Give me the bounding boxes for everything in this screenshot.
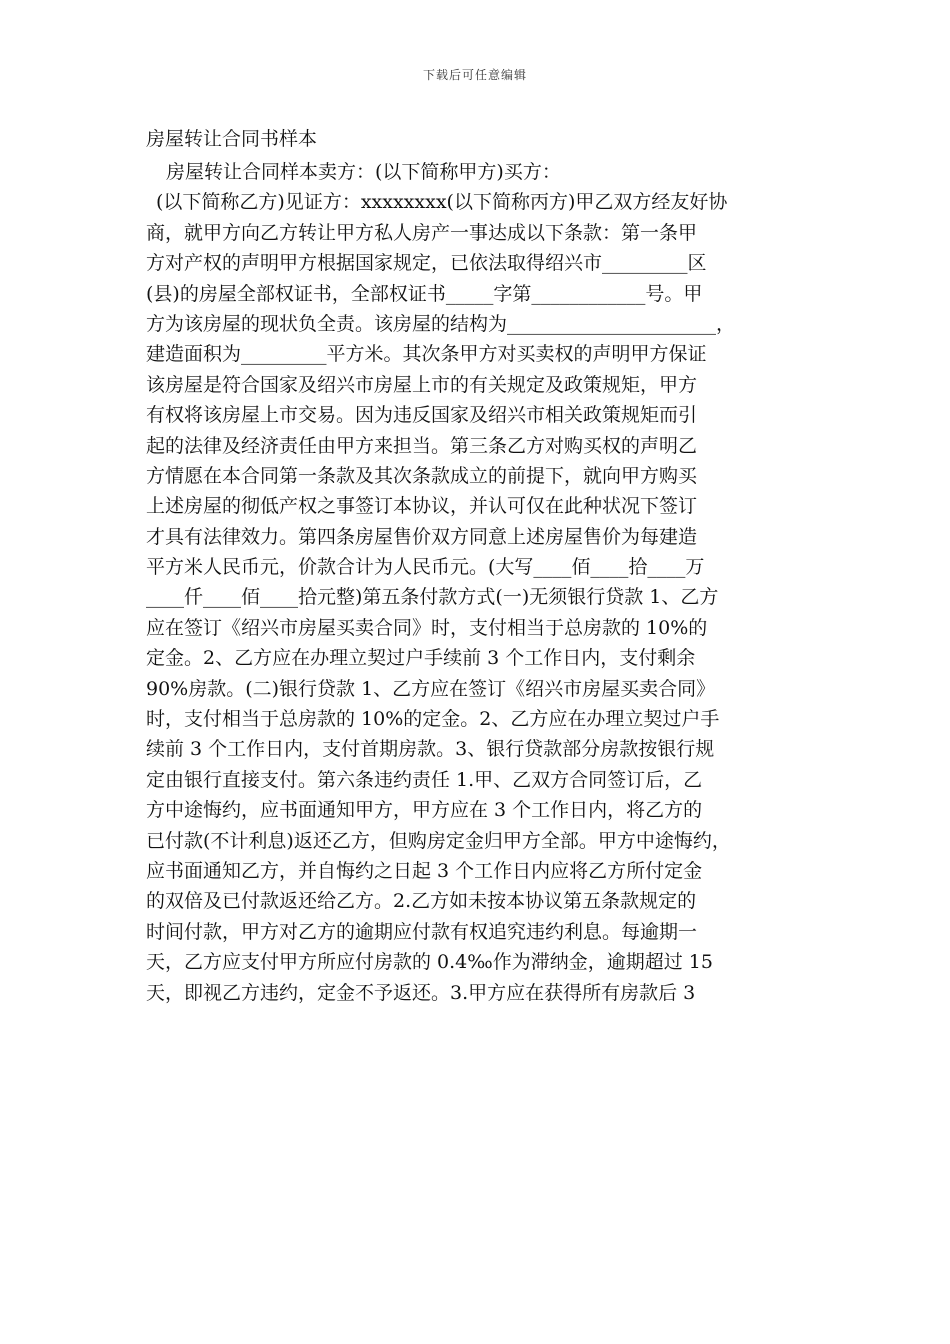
body-line: ____仟____佰____拾元整)第五条付款方式(一)无须银行贷款 1、乙方: [146, 586, 719, 609]
body-line: 时间付款，甲方对乙方的逾期应付款有权追究违约利息。每逾期一: [146, 920, 698, 943]
body-line: 有权将该房屋上市交易。因为违反国家及绍兴市相关政策规矩而引: [146, 404, 698, 427]
body-line: 方为该房屋的现状负全责。该房屋的结构为______________________，: [146, 312, 736, 335]
body-line: 上述房屋的彻低产权之事签订本协议，并认可仅在此种状况下签订: [146, 495, 698, 518]
body-line: 商，就甲方向乙方转让甲方私人房产一事达成以下条款：第一条甲: [146, 221, 698, 244]
body-line: 定由银行直接支付。第六条违约责任 1.甲、乙双方合同签订后，乙: [146, 768, 703, 791]
body-line: 应在签订《绍兴市房屋买卖合同》时，支付相当于总房款的 10%的: [146, 616, 708, 639]
body-line: 方对产权的声明甲方根据国家规定，已依法取得绍兴市_________区: [146, 252, 707, 275]
body-line: 方中途悔约，应书面通知甲方，甲方应在 3 个工作日内，将乙方的: [146, 799, 703, 822]
body-line: 的双倍及已付款返还给乙方。2.乙方如未按本协议第五条款规定的: [146, 890, 697, 913]
body-line: 天，乙方应支付甲方所应付房款的 0.4‰作为滞纳金，逾期超过 15: [146, 951, 713, 974]
document-title: 房屋转让合同书样本: [146, 128, 318, 150]
body-line: 定金。2、乙方应在办理立契过户手续前 3 个工作日内，支付剩余: [146, 647, 696, 670]
body-line: 该房屋是符合国家及绍兴市房屋上市的有关规定及政策规矩，甲方: [146, 373, 698, 396]
body-line: 天，即视乙方违约，定金不予返还。3.甲方应在获得所有房款后 3: [146, 981, 696, 1004]
body-line: 续前 3 个工作日内，支付首期房款。3、银行贷款部分房款按银行规: [146, 738, 715, 761]
body-line: 应书面通知乙方，并自悔约之日起 3 个工作日内应将乙方所付定金: [146, 859, 703, 882]
document-body: [146, 157, 806, 1008]
body-line: 才具有法律效力。第四条房屋售价双方同意上述房屋售价为每建造: [146, 525, 698, 548]
body-line: (县)的房屋全部权证书，全部权证书_____字第____________号。甲: [146, 282, 703, 305]
body-line: 方情愿在本合同第一条款及其次条款成立的前提下，就向甲方购买: [146, 464, 698, 487]
body-line: (以下简称乙方)见证方：xxxxxxxx(以下简称丙方)甲乙双方经友好协: [156, 191, 728, 214]
body-line: 时，支付相当于总房款的 10%的定金。2、乙方应在办理立契过户手: [146, 708, 720, 731]
body-line: 房屋转让合同样本卖方：(以下简称甲方)买方：: [166, 161, 561, 183]
body-line: 起的法律及经济责任由甲方来担当。第三条乙方对购买权的声明乙: [146, 434, 698, 457]
body-line: 建造面积为_________平方米。其次条甲方对买卖权的声明甲方保证: [146, 343, 707, 366]
body-line: 已付款(不计利息)返还乙方，但购房定金归甲方全部。甲方中途悔约，: [146, 829, 731, 852]
body-line: 平方米人民币元，价款合计为人民币元。(大写____佰____拾____万: [146, 556, 705, 579]
page-header: 下载后可任意编辑: [422, 68, 527, 82]
body-line: 90%房款。(二)银行贷款 1、乙方应在签订《绍兴市房屋买卖合同》: [146, 677, 716, 700]
